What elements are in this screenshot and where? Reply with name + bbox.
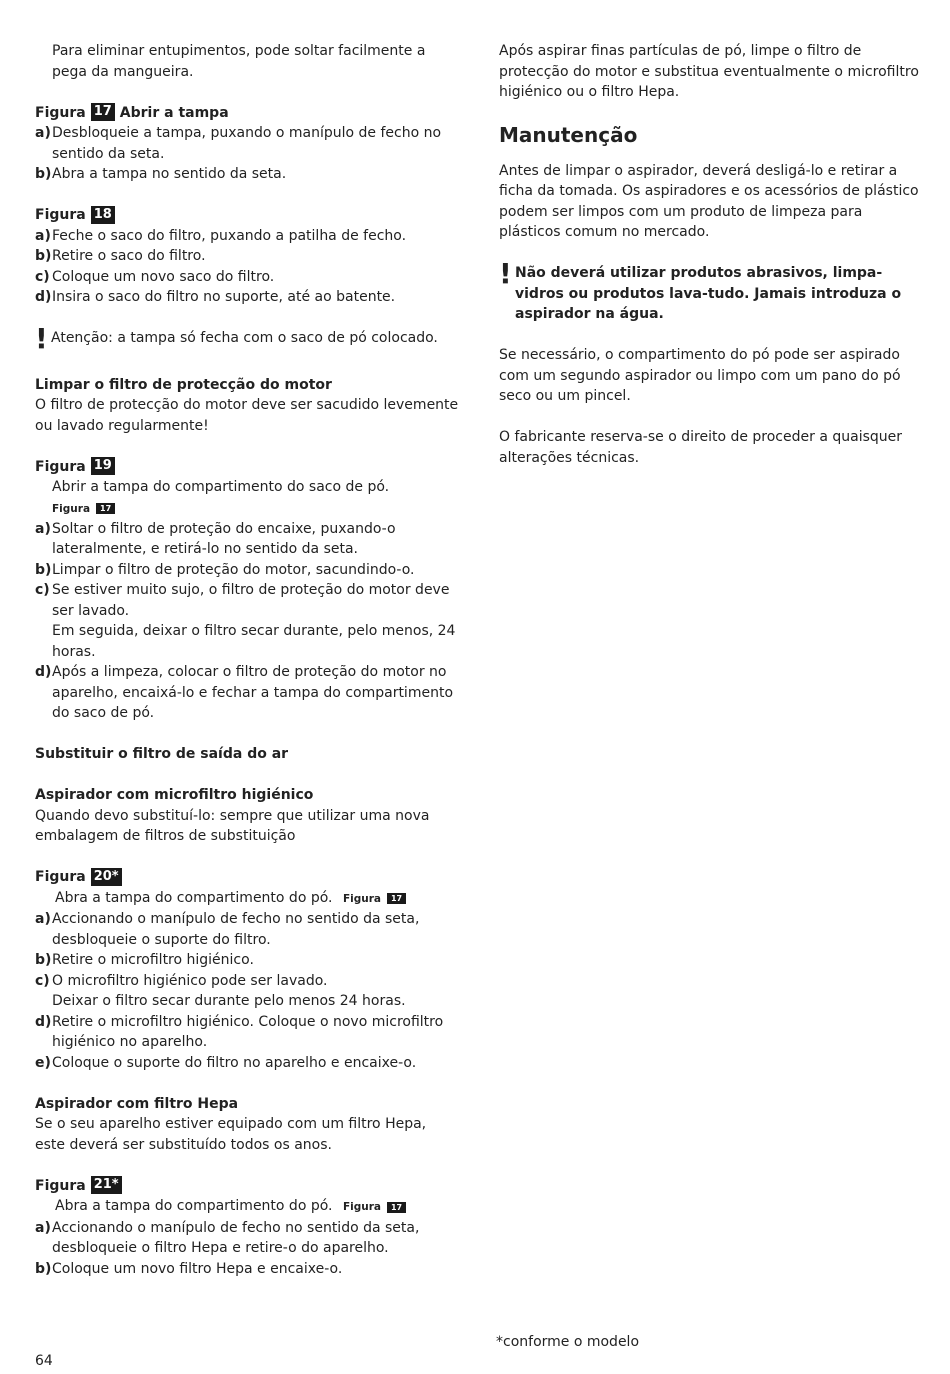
figure-reference [35,498,460,519]
list-item [35,621,460,662]
exclamation-icon: ! [499,257,512,290]
list-item [35,164,460,185]
list-item [35,971,460,992]
step-text: Deixar o filtro secar durante pelo menos 24 horas. [52,993,406,1009]
figure-20-steps [35,909,460,1073]
step-label: b) [35,248,52,264]
figure-number-badge: 18 [91,206,115,224]
figure-21-heading [35,1176,460,1197]
step-text: Coloque um novo filtro Hepa e encaixe-o. [52,1260,343,1277]
figure-ref-label: Figura [342,1201,381,1213]
step-text: Retire o microfiltro higiénico. Coloque o novo microfiltro higiénico no aparelho. [52,1013,444,1050]
warning-text: Não deverá utilizar produtos abrasivos, limpa-vidros ou produtos lava-tudo. Jamais introduza o aspirador na água. [515,265,902,322]
list-item [35,1012,460,1053]
left-column [35,41,460,1279]
figure-19-heading [35,457,460,478]
warning-note [35,322,460,355]
section-text: Quando devo substituí-lo: sempre que utilizar uma nova embalagem de filtros de substituição [35,807,430,844]
step-label [35,621,52,662]
step-text: Coloque um novo saco do filtro. [52,268,275,285]
section-title: Aspirador com filtro Hepa [35,1095,239,1112]
step-text: Após a limpeza, colocar o filtro de proteção do motor no aparelho, encaixá-lo e fechar a tampa do compartimento do saco de pó. [52,664,454,721]
figure-ref-badge: 17 [387,1202,406,1213]
step-intro [35,1196,460,1218]
figure-label: Figura [35,1177,86,1194]
figure-19-steps [35,519,460,724]
list-item [35,226,460,247]
figure-number-badge: 17 [91,103,115,121]
step-label [35,991,52,1012]
step-text: Accionando o manípulo de fecho no sentido da seta, desbloqueie o filtro Hepa e retire-o do aparelho. [52,1219,420,1256]
list-item [35,1259,460,1280]
section-title: Substituir o filtro de saída do ar [35,746,289,762]
step-text: Abra a tampa no sentido da seta. [52,166,287,182]
right-column [499,41,919,468]
figure-ref-label: Figura [342,892,381,905]
figure-number-badge: 20* [91,868,122,886]
footnote: *conforme o modelo [496,1334,640,1350]
figure-20-heading [35,867,460,888]
list-item [35,287,460,308]
step-label: e) [35,1054,51,1071]
step-text: Coloque o suporte do filtro no aparelho e encaixe-o. [52,1054,417,1071]
figure-21-steps [35,1218,460,1280]
step-label: b) [35,166,52,182]
step-label: b) [35,1260,52,1277]
list-item [35,267,460,288]
figure-title: Abrir a tampa [119,104,229,121]
step-label: d) [35,289,52,305]
figure-number-badge: 21* [91,1176,122,1194]
figure-label: Figura [35,869,86,885]
step-intro [35,888,460,910]
step-text: O microfiltro higiénico pode ser lavado. [52,972,328,989]
figure-ref-badge: 17 [96,503,115,514]
section-title: Aspirador com microfiltro higiénico [35,787,314,803]
list-item [35,246,460,267]
figure-label: Figura [35,207,86,223]
step-text: Em seguida, deixar o filtro secar durante, pelo menos, 24 horas. [52,623,456,660]
warning-note [499,257,919,325]
step-label: a) [35,1219,51,1236]
step-label: d) [35,1013,52,1030]
figure-label: Figura [35,104,86,121]
list-item [35,991,460,1012]
list-item [35,909,460,950]
step-label: a) [35,227,51,244]
step-label: c) [35,268,50,285]
step-text: Limpar o filtro de proteção do motor, sacundindo-o. [52,561,415,578]
figure-18-steps [35,226,460,308]
intro-text: Para eliminar entupimentos, pode soltar facilmente a pega da mangueira. [52,43,426,80]
section-text: Se o seu aparelho estiver equipado com um filtro Hepa, este deverá ser substituído todos os anos. [35,1116,427,1153]
list-item [35,1218,460,1259]
step-intro-text: Abra a tampa do compartimento do pó. [55,1198,333,1214]
step-text: Desbloqueie a tampa, puxando o manípulo de fecho no sentido da seta. [52,125,442,162]
step-label: c) [35,582,50,598]
list-item [35,950,460,971]
list-item [35,580,460,621]
figure-17-heading [35,103,460,124]
exclamation-icon: ! [35,322,48,355]
step-text: Accionando o manípulo de fecho no sentido da seta, desbloqueie o suporte do filtro. [52,911,420,948]
figure-17-steps [35,123,460,185]
warning-text: Atenção: a tampa só fecha com o saco de pó colocado. [51,330,438,346]
figure-ref-label: Figura [52,502,91,515]
step-text: Retire o saco do filtro. [52,248,206,264]
step-label: b) [35,561,52,578]
step-text: Feche o saco do filtro, puxando a patilha de fecho. [52,227,407,244]
step-intro-text: Abra a tampa do compartimento do pó. [55,889,333,906]
paragraph: Se necessário, o compartimento do pó pode ser aspirado com um segundo aspirador ou limpo com um pano do pó seco ou um pincel. [499,347,901,404]
step-label: a) [35,520,51,537]
step-label: a) [35,125,51,141]
list-item [35,662,460,724]
step-text: Se estiver muito sujo, o filtro de proteção do motor deve ser lavado. [52,582,450,619]
step-text: Insira o saco do filtro no suporte, até ao batente. [52,289,396,305]
list-item [35,519,460,560]
paragraph: O fabricante reserva-se o direito de proceder a quaisquer alterações técnicas. [499,429,903,466]
section-text: O filtro de protecção do motor deve ser sacudido levemente ou lavado regularmente! [35,397,459,434]
intro-text: Após aspirar finas partículas de pó, limpe o filtro de protecção do motor e substitua eventualmente o microfiltro higiénico ou o filtro Hepa. [499,43,919,100]
step-label: c) [35,972,50,989]
step-label: a) [35,911,51,927]
step-label: d) [35,664,52,680]
list-item [35,123,460,164]
step-intro: Abrir a tampa do compartimento do saco de pó. [52,479,390,495]
figure-label: Figura [35,458,86,475]
list-item [35,1053,460,1074]
figure-ref-badge: 17 [387,893,406,904]
list-item [35,560,460,581]
page-number: 64 [35,1353,53,1369]
paragraph: Antes de limpar o aspirador, deverá desligá-lo e retirar a ficha da tomada. Os aspiradores e os acessórios de plástico podem ser limpos com um produto de limpeza para plásticos comum no mercado. [499,162,919,240]
figure-18-heading [35,205,460,226]
section-title: Limpar o filtro de protecção do motor [35,376,332,393]
figure-number-badge: 19 [91,457,115,475]
step-text: Retire o microfiltro higiénico. [52,952,254,968]
step-label: b) [35,952,52,968]
section-heading: Manutenção [499,122,638,147]
step-text: Soltar o filtro de proteção do encaixe, puxando-o lateralmente, e retirá-lo no sentido da seta. [52,520,396,557]
